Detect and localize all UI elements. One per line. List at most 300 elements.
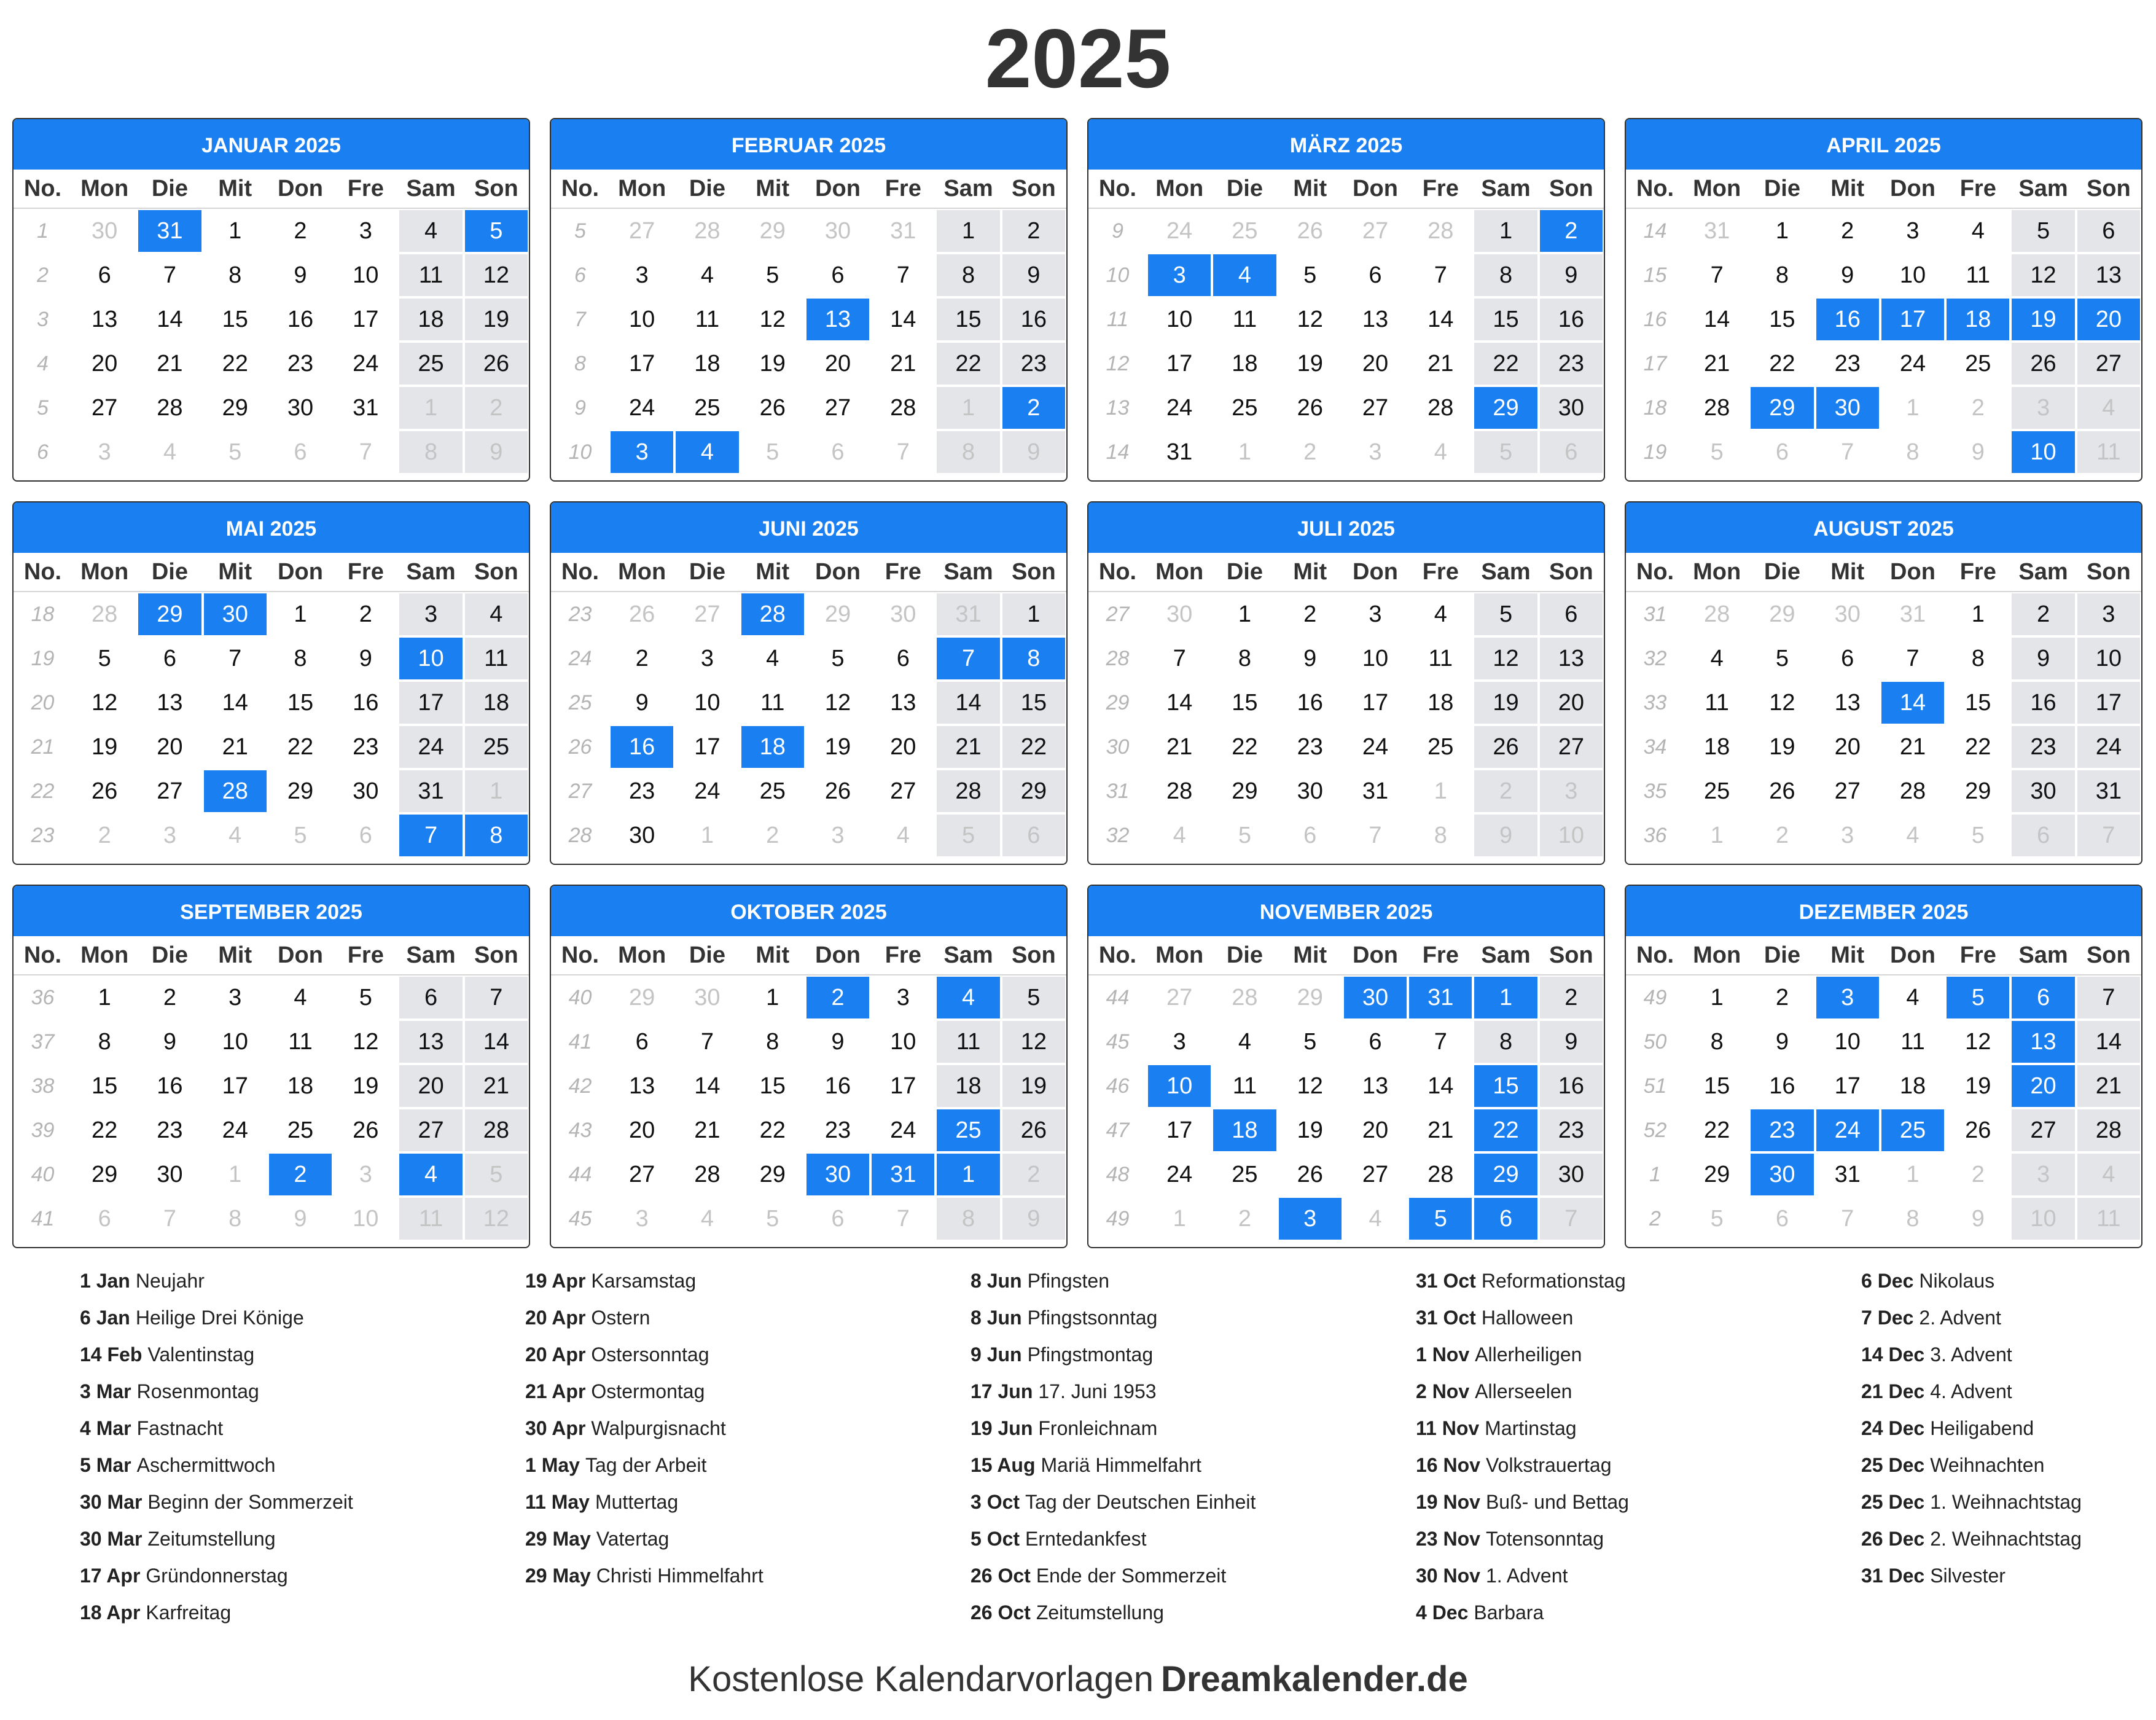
day-cell[interactable]: 7 — [872, 1198, 934, 1240]
day-cell[interactable]: 30 — [1148, 593, 1211, 635]
day-cell[interactable]: 17 — [611, 343, 673, 385]
day-cell[interactable]: 18 — [399, 299, 462, 340]
day-cell[interactable]: 24 — [872, 1109, 934, 1151]
day-cell[interactable]: 2 — [1474, 770, 1537, 812]
day-cell[interactable]: 2 — [1947, 387, 2009, 429]
day-cell[interactable]: 8 — [1881, 431, 1944, 473]
day-cell[interactable]: 13 — [2077, 254, 2140, 296]
day-cell[interactable]: 28 — [937, 770, 999, 812]
day-cell[interactable]: 15 — [741, 1065, 804, 1107]
day-cell[interactable]: 6 — [1816, 638, 1879, 679]
day-cell[interactable]: 5 — [1474, 593, 1537, 635]
day-cell[interactable]: 21 — [138, 343, 201, 385]
day-cell[interactable]: 21 — [937, 726, 999, 768]
holiday-day-cell[interactable]: 30 — [807, 1154, 869, 1195]
day-cell[interactable]: 10 — [204, 1021, 267, 1063]
day-cell[interactable]: 11 — [676, 299, 738, 340]
day-cell[interactable]: 20 — [399, 1065, 462, 1107]
day-cell[interactable]: 6 — [138, 638, 201, 679]
day-cell[interactable]: 23 — [1002, 343, 1065, 385]
day-cell[interactable]: 9 — [1816, 254, 1879, 296]
day-cell[interactable]: 14 — [1685, 299, 1748, 340]
day-cell[interactable]: 7 — [1881, 638, 1944, 679]
day-cell[interactable]: 2 — [741, 815, 804, 856]
day-cell[interactable]: 7 — [1685, 254, 1748, 296]
day-cell[interactable]: 29 — [1685, 1154, 1748, 1195]
day-cell[interactable]: 10 — [1816, 1021, 1879, 1063]
day-cell[interactable]: 13 — [73, 299, 136, 340]
day-cell[interactable]: 1 — [399, 387, 462, 429]
day-cell[interactable]: 1 — [1148, 1198, 1211, 1240]
day-cell[interactable]: 7 — [1409, 254, 1472, 296]
day-cell[interactable]: 18 — [1409, 682, 1472, 724]
holiday-day-cell[interactable]: 5 — [1947, 977, 2009, 1018]
day-cell[interactable]: 2 — [1279, 431, 1342, 473]
holiday-day-cell[interactable]: 30 — [1816, 387, 1879, 429]
day-cell[interactable]: 30 — [807, 210, 869, 252]
day-cell[interactable]: 12 — [1947, 1021, 2009, 1063]
day-cell[interactable]: 11 — [937, 1021, 999, 1063]
day-cell[interactable]: 17 — [676, 726, 738, 768]
day-cell[interactable]: 12 — [1002, 1021, 1065, 1063]
day-cell[interactable]: 28 — [676, 1154, 738, 1195]
day-cell[interactable]: 21 — [1409, 343, 1472, 385]
day-cell[interactable]: 14 — [872, 299, 934, 340]
holiday-day-cell[interactable]: 17 — [1881, 299, 1944, 340]
holiday-day-cell[interactable]: 31 — [1409, 977, 1472, 1018]
day-cell[interactable]: 17 — [334, 299, 397, 340]
day-cell[interactable]: 20 — [138, 726, 201, 768]
day-cell[interactable]: 18 — [1213, 343, 1276, 385]
holiday-day-cell[interactable]: 19 — [2012, 299, 2074, 340]
day-cell[interactable]: 7 — [1816, 431, 1879, 473]
day-cell[interactable]: 3 — [1148, 1021, 1211, 1063]
day-cell[interactable]: 2 — [138, 977, 201, 1018]
holiday-day-cell[interactable]: 16 — [611, 726, 673, 768]
day-cell[interactable]: 10 — [1148, 299, 1211, 340]
holiday-day-cell[interactable]: 10 — [399, 638, 462, 679]
day-cell[interactable]: 26 — [1279, 210, 1342, 252]
holiday-day-cell[interactable]: 6 — [1474, 1198, 1537, 1240]
day-cell[interactable]: 9 — [1279, 638, 1342, 679]
day-cell[interactable]: 14 — [1409, 1065, 1472, 1107]
day-cell[interactable]: 22 — [1751, 343, 1813, 385]
holiday-day-cell[interactable]: 31 — [872, 1154, 934, 1195]
day-cell[interactable]: 23 — [807, 1109, 869, 1151]
day-cell[interactable]: 17 — [1148, 1109, 1211, 1151]
day-cell[interactable]: 5 — [741, 1198, 804, 1240]
day-cell[interactable]: 12 — [1751, 682, 1813, 724]
day-cell[interactable]: 9 — [138, 1021, 201, 1063]
day-cell[interactable]: 8 — [204, 254, 267, 296]
day-cell[interactable]: 28 — [73, 593, 136, 635]
day-cell[interactable]: 28 — [465, 1109, 528, 1151]
day-cell[interactable]: 27 — [676, 593, 738, 635]
holiday-day-cell[interactable]: 8 — [1002, 638, 1065, 679]
day-cell[interactable]: 23 — [1540, 1109, 1603, 1151]
day-cell[interactable]: 5 — [73, 638, 136, 679]
day-cell[interactable]: 2 — [1751, 977, 1813, 1018]
holiday-day-cell[interactable]: 30 — [204, 593, 267, 635]
day-cell[interactable]: 3 — [1816, 815, 1879, 856]
day-cell[interactable]: 10 — [872, 1021, 934, 1063]
day-cell[interactable]: 26 — [1947, 1109, 2009, 1151]
day-cell[interactable]: 27 — [2012, 1109, 2074, 1151]
day-cell[interactable]: 1 — [1881, 1154, 1944, 1195]
day-cell[interactable]: 21 — [2077, 1065, 2140, 1107]
day-cell[interactable]: 21 — [204, 726, 267, 768]
day-cell[interactable]: 27 — [1344, 1154, 1407, 1195]
day-cell[interactable]: 4 — [872, 815, 934, 856]
day-cell[interactable]: 8 — [937, 254, 999, 296]
day-cell[interactable]: 25 — [1947, 343, 2009, 385]
day-cell[interactable]: 15 — [1002, 682, 1065, 724]
day-cell[interactable]: 2 — [1002, 1154, 1065, 1195]
day-cell[interactable]: 6 — [807, 254, 869, 296]
holiday-day-cell[interactable]: 4 — [399, 1154, 462, 1195]
day-cell[interactable]: 8 — [1474, 254, 1537, 296]
day-cell[interactable]: 3 — [1344, 593, 1407, 635]
day-cell[interactable]: 8 — [741, 1021, 804, 1063]
day-cell[interactable]: 26 — [1279, 1154, 1342, 1195]
day-cell[interactable]: 9 — [1540, 1021, 1603, 1063]
day-cell[interactable]: 15 — [269, 682, 332, 724]
day-cell[interactable]: 16 — [2012, 682, 2074, 724]
day-cell[interactable]: 19 — [465, 299, 528, 340]
day-cell[interactable]: 30 — [1540, 387, 1603, 429]
day-cell[interactable]: 24 — [611, 387, 673, 429]
day-cell[interactable]: 20 — [1540, 682, 1603, 724]
holiday-day-cell[interactable]: 22 — [1474, 1109, 1537, 1151]
day-cell[interactable]: 31 — [1148, 431, 1211, 473]
day-cell[interactable]: 5 — [741, 431, 804, 473]
day-cell[interactable]: 1 — [1409, 770, 1472, 812]
day-cell[interactable]: 24 — [399, 726, 462, 768]
day-cell[interactable]: 3 — [73, 431, 136, 473]
day-cell[interactable]: 25 — [1213, 210, 1276, 252]
day-cell[interactable]: 22 — [1002, 726, 1065, 768]
day-cell[interactable]: 17 — [204, 1065, 267, 1107]
day-cell[interactable]: 11 — [399, 1198, 462, 1240]
day-cell[interactable]: 28 — [2077, 1109, 2140, 1151]
day-cell[interactable]: 6 — [334, 815, 397, 856]
day-cell[interactable]: 28 — [872, 387, 934, 429]
holiday-day-cell[interactable]: 10 — [1148, 1065, 1211, 1107]
day-cell[interactable]: 5 — [1947, 815, 2009, 856]
day-cell[interactable]: 7 — [1409, 1021, 1472, 1063]
day-cell[interactable]: 5 — [937, 815, 999, 856]
day-cell[interactable]: 5 — [1685, 1198, 1748, 1240]
day-cell[interactable]: 16 — [1540, 299, 1603, 340]
day-cell[interactable]: 11 — [1685, 682, 1748, 724]
day-cell[interactable]: 8 — [1409, 815, 1472, 856]
day-cell[interactable]: 13 — [1816, 682, 1879, 724]
day-cell[interactable]: 17 — [2077, 682, 2140, 724]
day-cell[interactable]: 10 — [1881, 254, 1944, 296]
day-cell[interactable]: 21 — [1881, 726, 1944, 768]
day-cell[interactable]: 6 — [1279, 815, 1342, 856]
day-cell[interactable]: 2 — [1947, 1154, 2009, 1195]
day-cell[interactable]: 2 — [269, 210, 332, 252]
day-cell[interactable]: 18 — [1881, 1065, 1944, 1107]
holiday-day-cell[interactable]: 16 — [1816, 299, 1879, 340]
day-cell[interactable]: 16 — [138, 1065, 201, 1107]
holiday-day-cell[interactable]: 2 — [1540, 210, 1603, 252]
holiday-day-cell[interactable]: 3 — [1148, 254, 1211, 296]
day-cell[interactable]: 11 — [399, 254, 462, 296]
day-cell[interactable]: 18 — [676, 343, 738, 385]
day-cell[interactable]: 3 — [2012, 387, 2074, 429]
day-cell[interactable]: 20 — [1816, 726, 1879, 768]
day-cell[interactable]: 25 — [1213, 387, 1276, 429]
day-cell[interactable]: 12 — [1279, 299, 1342, 340]
day-cell[interactable]: 27 — [1148, 977, 1211, 1018]
day-cell[interactable]: 1 — [1685, 815, 1748, 856]
holiday-day-cell[interactable]: 18 — [1947, 299, 2009, 340]
day-cell[interactable]: 23 — [1279, 726, 1342, 768]
day-cell[interactable]: 24 — [334, 343, 397, 385]
day-cell[interactable]: 28 — [1409, 387, 1472, 429]
day-cell[interactable]: 6 — [611, 1021, 673, 1063]
day-cell[interactable]: 24 — [676, 770, 738, 812]
day-cell[interactable]: 27 — [1344, 210, 1407, 252]
day-cell[interactable]: 8 — [937, 1198, 999, 1240]
holiday-day-cell[interactable]: 1 — [937, 1154, 999, 1195]
day-cell[interactable]: 20 — [872, 726, 934, 768]
day-cell[interactable]: 7 — [1816, 1198, 1879, 1240]
day-cell[interactable]: 25 — [269, 1109, 332, 1151]
day-cell[interactable]: 29 — [204, 387, 267, 429]
day-cell[interactable]: 3 — [2077, 593, 2140, 635]
day-cell[interactable]: 10 — [334, 1198, 397, 1240]
day-cell[interactable]: 30 — [1540, 1154, 1603, 1195]
day-cell[interactable]: 10 — [1344, 638, 1407, 679]
day-cell[interactable]: 3 — [204, 977, 267, 1018]
day-cell[interactable]: 28 — [138, 387, 201, 429]
day-cell[interactable]: 20 — [611, 1109, 673, 1151]
day-cell[interactable]: 10 — [611, 299, 673, 340]
day-cell[interactable]: 17 — [1816, 1065, 1879, 1107]
day-cell[interactable]: 25 — [1685, 770, 1748, 812]
day-cell[interactable]: 11 — [465, 638, 528, 679]
day-cell[interactable]: 25 — [1409, 726, 1472, 768]
day-cell[interactable]: 12 — [2012, 254, 2074, 296]
holiday-day-cell[interactable]: 6 — [2012, 977, 2074, 1018]
holiday-day-cell[interactable]: 29 — [138, 593, 201, 635]
holiday-day-cell[interactable]: 3 — [611, 431, 673, 473]
day-cell[interactable]: 7 — [1148, 638, 1211, 679]
day-cell[interactable]: 6 — [269, 431, 332, 473]
day-cell[interactable]: 13 — [1540, 638, 1603, 679]
day-cell[interactable]: 6 — [1344, 1021, 1407, 1063]
day-cell[interactable]: 30 — [872, 593, 934, 635]
day-cell[interactable]: 12 — [334, 1021, 397, 1063]
holiday-day-cell[interactable]: 23 — [1751, 1109, 1813, 1151]
day-cell[interactable]: 25 — [465, 726, 528, 768]
day-cell[interactable]: 29 — [1213, 770, 1276, 812]
day-cell[interactable]: 6 — [1540, 593, 1603, 635]
day-cell[interactable]: 3 — [334, 210, 397, 252]
day-cell[interactable]: 15 — [1474, 299, 1537, 340]
holiday-day-cell[interactable]: 28 — [204, 770, 267, 812]
day-cell[interactable]: 25 — [676, 387, 738, 429]
day-cell[interactable]: 10 — [2012, 1198, 2074, 1240]
day-cell[interactable]: 21 — [872, 343, 934, 385]
day-cell[interactable]: 13 — [1344, 299, 1407, 340]
day-cell[interactable]: 3 — [2012, 1154, 2074, 1195]
day-cell[interactable]: 5 — [2012, 210, 2074, 252]
day-cell[interactable]: 28 — [1685, 387, 1748, 429]
day-cell[interactable]: 19 — [1279, 343, 1342, 385]
day-cell[interactable]: 5 — [334, 977, 397, 1018]
day-cell[interactable]: 9 — [1002, 254, 1065, 296]
day-cell[interactable]: 22 — [741, 1109, 804, 1151]
day-cell[interactable]: 15 — [1685, 1065, 1748, 1107]
holiday-day-cell[interactable]: 13 — [2012, 1021, 2074, 1063]
day-cell[interactable]: 31 — [2077, 770, 2140, 812]
day-cell[interactable]: 1 — [269, 593, 332, 635]
day-cell[interactable]: 21 — [1148, 726, 1211, 768]
day-cell[interactable]: 11 — [2077, 1198, 2140, 1240]
day-cell[interactable]: 2 — [1002, 210, 1065, 252]
day-cell[interactable]: 12 — [73, 682, 136, 724]
day-cell[interactable]: 6 — [73, 1198, 136, 1240]
day-cell[interactable]: 24 — [2077, 726, 2140, 768]
day-cell[interactable]: 23 — [2012, 726, 2074, 768]
day-cell[interactable]: 16 — [334, 682, 397, 724]
day-cell[interactable]: 19 — [73, 726, 136, 768]
holiday-day-cell[interactable]: 30 — [1751, 1154, 1813, 1195]
day-cell[interactable]: 27 — [611, 210, 673, 252]
day-cell[interactable]: 12 — [465, 254, 528, 296]
day-cell[interactable]: 20 — [73, 343, 136, 385]
day-cell[interactable]: 2 — [1816, 210, 1879, 252]
day-cell[interactable]: 22 — [204, 343, 267, 385]
holiday-day-cell[interactable]: 29 — [1751, 387, 1813, 429]
day-cell[interactable]: 4 — [1344, 1198, 1407, 1240]
day-cell[interactable]: 28 — [1409, 210, 1472, 252]
day-cell[interactable]: 12 — [1279, 1065, 1342, 1107]
day-cell[interactable]: 2 — [334, 593, 397, 635]
day-cell[interactable]: 27 — [138, 770, 201, 812]
day-cell[interactable]: 3 — [676, 638, 738, 679]
day-cell[interactable]: 17 — [1344, 682, 1407, 724]
day-cell[interactable]: 23 — [138, 1109, 201, 1151]
day-cell[interactable]: 18 — [1685, 726, 1748, 768]
day-cell[interactable]: 13 — [611, 1065, 673, 1107]
day-cell[interactable]: 12 — [807, 682, 869, 724]
day-cell[interactable]: 20 — [807, 343, 869, 385]
day-cell[interactable]: 13 — [399, 1021, 462, 1063]
day-cell[interactable]: 27 — [611, 1154, 673, 1195]
day-cell[interactable]: 30 — [1816, 593, 1879, 635]
day-cell[interactable]: 9 — [1540, 254, 1603, 296]
day-cell[interactable]: 3 — [1881, 210, 1944, 252]
day-cell[interactable]: 29 — [1002, 770, 1065, 812]
day-cell[interactable]: 6 — [1002, 815, 1065, 856]
holiday-day-cell[interactable]: 4 — [676, 431, 738, 473]
day-cell[interactable]: 2 — [2012, 593, 2074, 635]
day-cell[interactable]: 21 — [676, 1109, 738, 1151]
holiday-day-cell[interactable]: 24 — [1816, 1109, 1879, 1151]
day-cell[interactable]: 29 — [741, 1154, 804, 1195]
day-cell[interactable]: 19 — [1279, 1109, 1342, 1151]
day-cell[interactable]: 7 — [204, 638, 267, 679]
day-cell[interactable]: 14 — [1148, 682, 1211, 724]
day-cell[interactable]: 24 — [1344, 726, 1407, 768]
day-cell[interactable]: 1 — [1474, 210, 1537, 252]
day-cell[interactable]: 1 — [73, 977, 136, 1018]
holiday-day-cell[interactable]: 18 — [1213, 1109, 1276, 1151]
day-cell[interactable]: 25 — [1213, 1154, 1276, 1195]
day-cell[interactable]: 30 — [2012, 770, 2074, 812]
day-cell[interactable]: 3 — [611, 1198, 673, 1240]
day-cell[interactable]: 5 — [269, 815, 332, 856]
day-cell[interactable]: 23 — [269, 343, 332, 385]
day-cell[interactable]: 20 — [1344, 343, 1407, 385]
day-cell[interactable]: 7 — [1344, 815, 1407, 856]
day-cell[interactable]: 7 — [2077, 815, 2140, 856]
day-cell[interactable]: 19 — [1947, 1065, 2009, 1107]
day-cell[interactable]: 9 — [269, 254, 332, 296]
day-cell[interactable]: 12 — [465, 1198, 528, 1240]
day-cell[interactable]: 26 — [807, 770, 869, 812]
day-cell[interactable]: 30 — [1279, 770, 1342, 812]
day-cell[interactable]: 9 — [465, 431, 528, 473]
day-cell[interactable]: 11 — [2077, 431, 2140, 473]
day-cell[interactable]: 30 — [269, 387, 332, 429]
day-cell[interactable]: 7 — [872, 431, 934, 473]
day-cell[interactable]: 6 — [2012, 815, 2074, 856]
day-cell[interactable]: 1 — [204, 210, 267, 252]
day-cell[interactable]: 4 — [676, 1198, 738, 1240]
day-cell[interactable]: 28 — [676, 210, 738, 252]
holiday-day-cell[interactable]: 30 — [1344, 977, 1407, 1018]
holiday-day-cell[interactable]: 7 — [937, 638, 999, 679]
day-cell[interactable]: 4 — [1148, 815, 1211, 856]
day-cell[interactable]: 9 — [1002, 1198, 1065, 1240]
day-cell[interactable]: 8 — [1474, 1021, 1537, 1063]
day-cell[interactable]: 15 — [204, 299, 267, 340]
day-cell[interactable]: 6 — [2077, 210, 2140, 252]
holiday-day-cell[interactable]: 25 — [1881, 1109, 1944, 1151]
holiday-day-cell[interactable]: 25 — [937, 1109, 999, 1151]
day-cell[interactable]: 6 — [807, 1198, 869, 1240]
day-cell[interactable]: 5 — [1002, 977, 1065, 1018]
day-cell[interactable]: 9 — [807, 1021, 869, 1063]
day-cell[interactable]: 8 — [269, 638, 332, 679]
day-cell[interactable]: 7 — [465, 977, 528, 1018]
day-cell[interactable]: 31 — [1816, 1154, 1879, 1195]
day-cell[interactable]: 1 — [1213, 593, 1276, 635]
day-cell[interactable]: 29 — [807, 593, 869, 635]
day-cell[interactable]: 28 — [1148, 770, 1211, 812]
day-cell[interactable]: 19 — [1002, 1065, 1065, 1107]
day-cell[interactable]: 3 — [872, 977, 934, 1018]
day-cell[interactable]: 6 — [872, 638, 934, 679]
day-cell[interactable]: 6 — [73, 254, 136, 296]
day-cell[interactable]: 2 — [1751, 815, 1813, 856]
holiday-day-cell[interactable]: 28 — [741, 593, 804, 635]
day-cell[interactable]: 25 — [741, 770, 804, 812]
day-cell[interactable]: 13 — [872, 682, 934, 724]
day-cell[interactable]: 4 — [676, 254, 738, 296]
day-cell[interactable]: 24 — [1881, 343, 1944, 385]
day-cell[interactable]: 1 — [465, 770, 528, 812]
day-cell[interactable]: 23 — [334, 726, 397, 768]
day-cell[interactable]: 2 — [1540, 977, 1603, 1018]
day-cell[interactable]: 23 — [1540, 343, 1603, 385]
